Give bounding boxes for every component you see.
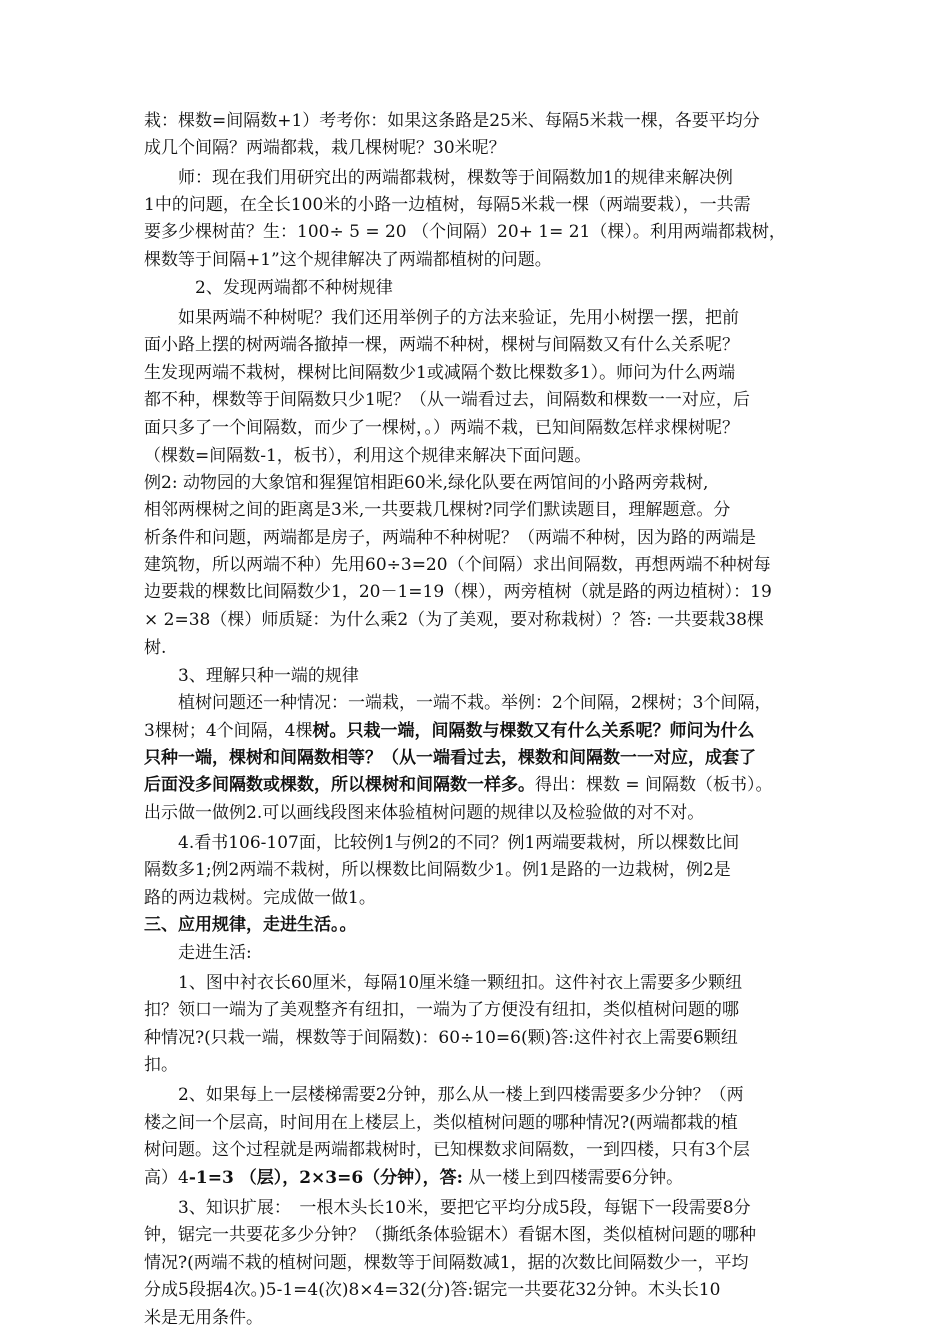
text-line: 4.看书106-107面，比较例1与例2的不同？例1两端要栽树，所以棵数比间 (144, 833, 740, 853)
text-run: 高）4 (144, 1168, 189, 1188)
text-line: 都不种，棵数等于间隔数只少1呢？（从一端看过去，间隔数和棵数一一对应，后 (144, 390, 750, 410)
text-line: 例2: 动物园的大象馆和猩猩馆相距60米,绿化队要在两馆间的小路两旁栽树, (144, 473, 709, 493)
text-line: 边要栽的棵数比间隔数少1，20－1=19（棵），两旁植树（就是路的两边植树）：19 (144, 582, 772, 602)
text-line: 建筑物，所以两端不种）先用60÷3=20（个间隔）求出间隔数，再想两端不种树每 (144, 555, 771, 575)
text-run: -1=3 （层），2×3=6（分钟），答: (188, 1168, 463, 1188)
text-run: 树。只栽一端，间隔数与棵数又有什么关系呢？师问为什么 (312, 721, 755, 741)
text-line: 如果两端不种树呢？我们还用举例子的方法来验证，先用小树摆一摆，把前 (144, 308, 739, 328)
text-line: 要多少棵树苗？生：100÷ 5 = 20 （个间隔）20+ 1= 21（棵）。利用两端都栽树， (144, 222, 786, 242)
text-line: 2、如果每上一层楼梯需要2分钟，那么从一楼上到四楼需要多少分钟？（两 (144, 1085, 744, 1105)
text-line: 楼之间一个层高，时间用在上楼层上，类似植树问题的哪种情况?(两端都栽的植 (144, 1113, 738, 1133)
text-line: 相邻两棵树之间的距离是3米,一共要栽几棵树?同学们默读题目，理解题意。分 (144, 500, 731, 520)
text-line: 钟，锯完一共要花多少分钟？（撕纸条体验锯木）看锯木图，类似植树问题的哪种 (144, 1225, 756, 1245)
text-line: 隔数多1;例2两端不栽树，所以棵数比间隔数少1。例1是路的一边栽树，例2是 (144, 860, 731, 880)
text-line: 扣？领口一端为了美观整齐有纽扣，一端为了方便没有纽扣，类似植树问题的哪 (144, 1000, 739, 1020)
text-line: 3、知识扩展： 一根木头长10米，要把它平均分成5段，每锯下一段需要8分 (144, 1198, 751, 1218)
text-line: 米是无用条件。 (144, 1308, 263, 1328)
text-line: 分成5段据4次。)5-1=4(次)8×4=32(分)答:锯完一共要花32分钟。木头长10 (144, 1280, 721, 1300)
text-line: 棵数等于间隔+1”这个规律解决了两端都植树的问题。 (144, 250, 552, 270)
text-line (144, 720, 754, 742)
text-line: 情况?(两端不栽的植树问题，棵数等于间隔数减1，据的次数比间隔数少一，平均 (144, 1253, 749, 1273)
text-run: 3棵树；4个间隔，4棵 (144, 721, 313, 741)
text-line: 植树问题还一种情况：一端栽，一端不栽。举例：2个间隔，2棵树；3个间隔， (144, 693, 772, 713)
text-line: 3、理解只种一端的规律 (144, 666, 359, 686)
text-line: 三、应用规律，走进生活。。 (144, 915, 357, 935)
text-line: × 2=38（棵）师质疑：为什么乘2（为了美观，要对称栽树）？答: 一共要栽38棵 (144, 610, 764, 630)
text-line: 成几个间隔？两端都栽，栽几棵树呢？30米呢？ (144, 138, 506, 158)
text-line (144, 774, 773, 796)
text-line: 路的两边栽树。完成做一做1。 (144, 888, 376, 908)
text-line: 树问题。这个过程就是两端都栽树时，已知棵数求间隔数，一到四楼，只有3个层 (144, 1140, 750, 1160)
text-line: 生发现两端不栽树，棵树比间隔数少1或减隔个数比棵数多1）。师问为什么两端 (144, 363, 736, 383)
text-line: 出示做一做例2.可以画线段图来体验植树问题的规律以及检验做的对不对。 (144, 803, 705, 823)
text-run: 从一楼上到四楼需要6分钟。 (462, 1168, 684, 1188)
text-line: 析条件和问题，两端都是房子，两端种不种树呢？（两端不种树，因为路的两端是 (144, 528, 756, 548)
text-line: 走进生活: (144, 943, 252, 963)
text-line: 栽：棵数=间隔数+1）考考你：如果这条路是25米、每隔5米栽一棵，各要平均分 (144, 111, 760, 131)
text-line (144, 1167, 683, 1189)
text-line: 扣。 (144, 1055, 178, 1075)
text-line: 树. (144, 638, 167, 658)
text-line: 种情况?(只栽一端，棵数等于间隔数)：60÷10=6(颗)答:这件衬衣上需要6颗纽 (144, 1028, 738, 1048)
text-line: 2、发现两端都不种树规律 (144, 278, 393, 298)
text-line: （棵数=间隔数-1，板书），利用这个规律来解决下面问题。 (144, 446, 592, 466)
text-line: 1中的问题，在全长100米的小路一边植树，每隔5米栽一棵（两端要栽），一共需 (144, 195, 751, 215)
text-line: 师：现在我们用研究出的两端都栽树，棵数等于间隔数加1的规律来解决例 (144, 168, 733, 188)
text-line: 只种一端，棵树和间隔数相等？（从一端看过去，棵数和间隔数一一对应，成套了 (144, 748, 756, 768)
text-line: 1、图中衬衣长60厘米，每隔10厘米缝一颗纽扣。这件衬衣上需要多少颗纽 (144, 973, 743, 993)
text-line: 面小路上摆的树两端各撤掉一棵，两端不种树，棵树与间隔数又有什么关系呢？ (144, 335, 739, 355)
text-line: 面只多了一个间隔数，而少了一棵树，。）两端不栽，已知间隔数怎样求棵树呢？ (144, 418, 739, 438)
text-run: 得出：棵数 = 间隔数（板书）。 (535, 775, 773, 795)
text-run: 后面没多间隔数或棵数，所以棵树和间隔数一样多。 (144, 775, 535, 795)
